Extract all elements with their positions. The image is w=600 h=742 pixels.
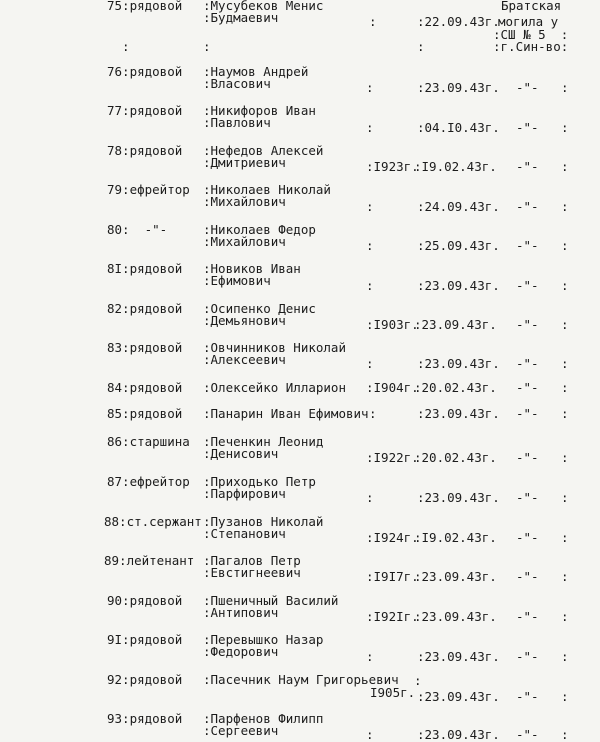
entry-year: :I903г. xyxy=(366,317,419,332)
entry-place: -"- xyxy=(516,569,539,584)
entry-name-line2: :Дмитриевич xyxy=(203,155,286,170)
entry-date: :23.09.43г. xyxy=(417,649,500,664)
entry-date: :23.09.43г. xyxy=(417,80,500,95)
entry-date: :I9.02.43г. xyxy=(414,159,497,174)
entry-75-place-line4: :г.Син-во: xyxy=(493,39,569,54)
entry-75-place-line3: :СШ № 5 : xyxy=(493,27,569,42)
entry-number: 80: -"- xyxy=(107,222,168,237)
entry-year: : xyxy=(366,490,374,505)
entry-name-line1: :Перевышко Назар xyxy=(203,632,324,647)
entry-year: : xyxy=(366,727,374,742)
entry-75-name-line1: :Мусубеков Менис xyxy=(203,0,324,13)
entry-date: :23.09.43г. xyxy=(417,278,500,293)
entry-year: : xyxy=(366,238,374,253)
entry-name-line1: :Осипенко Денис xyxy=(203,301,316,316)
entry-name-line1: :Печенкин Леонид xyxy=(203,434,324,449)
entry-place: -"- xyxy=(516,278,539,293)
entry-place: -"- xyxy=(516,159,539,174)
entry-year: :I904г. xyxy=(366,380,419,395)
entry-name-line1: :Никифоров Иван xyxy=(203,103,316,118)
entry-number: 88:ст.сержант xyxy=(104,514,202,529)
entry-end-colon: : xyxy=(561,159,569,174)
entry-place: -"- xyxy=(516,120,539,135)
entry-75-number: 75:рядовой xyxy=(107,0,183,13)
entry-75-year: : xyxy=(369,14,377,29)
entry-name-line1: :Пшеничный Василий xyxy=(203,593,339,608)
entry-name-line2: :Степанович xyxy=(203,526,286,541)
entry-75-col1-colon: : xyxy=(122,39,130,54)
entry-year: : xyxy=(366,356,374,371)
entry-date: :24.09.43г. xyxy=(417,199,500,214)
entry-number: 79:ефрейтор xyxy=(107,182,190,197)
entry-name-line1: :Николаев Николай xyxy=(203,182,331,197)
entry-name-line2: :Антипович xyxy=(203,605,279,620)
entry-number: 87:ефрейтор xyxy=(107,474,190,489)
entry-end-colon: : xyxy=(561,380,569,395)
entry-number: 92:рядовой xyxy=(107,672,183,687)
entry-end-colon: : xyxy=(561,80,569,95)
entry-colon-after-name: : xyxy=(414,673,422,688)
entry-end-colon: : xyxy=(561,317,569,332)
entry-name-line1: :Пасечник Наум Григорьевич xyxy=(203,672,399,687)
entry-place: -"- xyxy=(516,317,539,332)
entry-end-colon: : xyxy=(561,689,569,704)
entry-75-place-line2: могила у xyxy=(498,14,559,29)
entry-date: :23.09.43г. xyxy=(417,727,500,742)
entry-date: :23.09.43г. xyxy=(417,490,500,505)
entry-number: 84:рядовой xyxy=(107,380,183,395)
entry-end-colon: : xyxy=(561,609,569,624)
entry-name-line1: :Панарин Иван Ефимович xyxy=(203,406,369,421)
entry-year: I905г. xyxy=(370,685,416,700)
entry-name-line2: :Денисович xyxy=(203,446,279,461)
entry-number: 77:рядовой xyxy=(107,103,183,118)
entry-75-date: :22.09.43г. xyxy=(417,14,500,29)
entry-name-line2: :Сергеевич xyxy=(203,723,279,738)
entry-place: -"- xyxy=(516,80,539,95)
entry-date: :25.09.43г. xyxy=(417,238,500,253)
entry-name-line1: :Николаев Федор xyxy=(203,222,316,237)
entry-name-line2: :Парфирович xyxy=(203,486,286,501)
entry-year: : xyxy=(366,278,374,293)
entry-end-colon: : xyxy=(561,356,569,371)
entry-name-line2: :Михайлович xyxy=(203,234,286,249)
entry-place: -"- xyxy=(516,356,539,371)
entry-end-colon: : xyxy=(561,530,569,545)
entry-name-line1: :Олексейко Илларион xyxy=(203,380,346,395)
entry-place: -"- xyxy=(516,649,539,664)
entry-name-line1: :Приходько Петр xyxy=(203,474,316,489)
entry-end-colon: : xyxy=(561,490,569,505)
entry-year: : xyxy=(366,80,374,95)
entry-end-colon: : xyxy=(561,649,569,664)
entry-end-colon: : xyxy=(561,278,569,293)
entry-year: : xyxy=(369,406,377,421)
entry-75-col2-colon: : xyxy=(203,39,211,54)
entry-number: 90:рядовой xyxy=(107,593,183,608)
entry-name-line2: :Федорович xyxy=(203,644,279,659)
entry-end-colon: : xyxy=(561,406,569,421)
entry-75-place-line1: Братская xyxy=(501,0,562,13)
entry-date: :20.02.43г. xyxy=(414,380,497,395)
entry-year: :I924г. xyxy=(366,530,419,545)
entry-name-line2: :Демьянович xyxy=(203,313,286,328)
entry-name-line2: :Ефимович xyxy=(203,273,271,288)
entry-place: -"- xyxy=(516,490,539,505)
entry-name-line2: :Власович xyxy=(203,76,271,91)
entry-number: 93:рядовой xyxy=(107,711,183,726)
entry-place: -"- xyxy=(516,199,539,214)
entry-name-line1: :Пузанов Николай xyxy=(203,514,324,529)
entry-year: :I9I7г. xyxy=(366,569,419,584)
entry-date: :04.I0.43г. xyxy=(417,120,500,135)
entry-end-colon: : xyxy=(561,199,569,214)
entry-year: :I923г. xyxy=(366,159,419,174)
entry-name-line2: :Михайлович xyxy=(203,194,286,209)
entry-place: -"- xyxy=(516,689,539,704)
entry-year: : xyxy=(366,120,374,135)
entry-75-col3-colon: : xyxy=(417,39,425,54)
entry-date: :23.09.43г. xyxy=(417,406,500,421)
entry-number: 8I:рядовой xyxy=(107,261,183,276)
entry-name-line2: :Павлович xyxy=(203,115,271,130)
entry-date: :23.09.43г. xyxy=(414,317,497,332)
entry-year: : xyxy=(366,649,374,664)
entry-75-name-line2: :Будмаевич xyxy=(203,10,279,25)
entry-end-colon: : xyxy=(561,120,569,135)
entry-name-line2: :Евстигнеевич xyxy=(203,565,301,580)
entry-number: 9I:рядовой xyxy=(107,632,183,647)
entry-end-colon: : xyxy=(561,450,569,465)
entry-end-colon: : xyxy=(561,569,569,584)
entry-year: : xyxy=(366,199,374,214)
entry-date: :I9.02.43г. xyxy=(414,530,497,545)
entry-name-line1: :Наумов Андрей xyxy=(203,64,309,79)
entry-number: 78:рядовой xyxy=(107,143,183,158)
entry-place: -"- xyxy=(516,450,539,465)
entry-place: -"- xyxy=(516,530,539,545)
entry-place: -"- xyxy=(516,609,539,624)
entry-name-line1: :Нефедов Алексей xyxy=(203,143,324,158)
entry-name-line1: :Новиков Иван xyxy=(203,261,301,276)
entry-end-colon: : xyxy=(561,727,569,742)
entry-date: :23.09.43г. xyxy=(417,689,500,704)
entry-number: 85:рядовой xyxy=(107,406,183,421)
entry-number: 83:рядовой xyxy=(107,340,183,355)
entry-place: -"- xyxy=(516,380,539,395)
entry-date: :20.02.43г. xyxy=(414,450,497,465)
entry-number: 76:рядовой xyxy=(107,64,183,79)
entry-year: :I92Iг. xyxy=(366,609,419,624)
entry-name-line1: :Овчинников Николай xyxy=(203,340,346,355)
entry-date: :23.09.43г. xyxy=(414,569,497,584)
entry-date: :23.09.43г. xyxy=(417,356,500,371)
entry-number: 89:лейтенант xyxy=(104,553,195,568)
entry-place: -"- xyxy=(516,406,539,421)
entry-date: :23.09.43г. xyxy=(414,609,497,624)
entry-name-line1: :Парфенов Филипп xyxy=(203,711,324,726)
entry-year: :I922г. xyxy=(366,450,419,465)
entry-number: 86:старшина xyxy=(107,434,190,449)
entry-name-line2: :Алексеевич xyxy=(203,352,286,367)
entry-place: -"- xyxy=(516,727,539,742)
entry-number: 82:рядовой xyxy=(107,301,183,316)
entry-name-line1: :Пагалов Петр xyxy=(203,553,301,568)
entry-end-colon: : xyxy=(561,238,569,253)
entry-place: -"- xyxy=(516,238,539,253)
